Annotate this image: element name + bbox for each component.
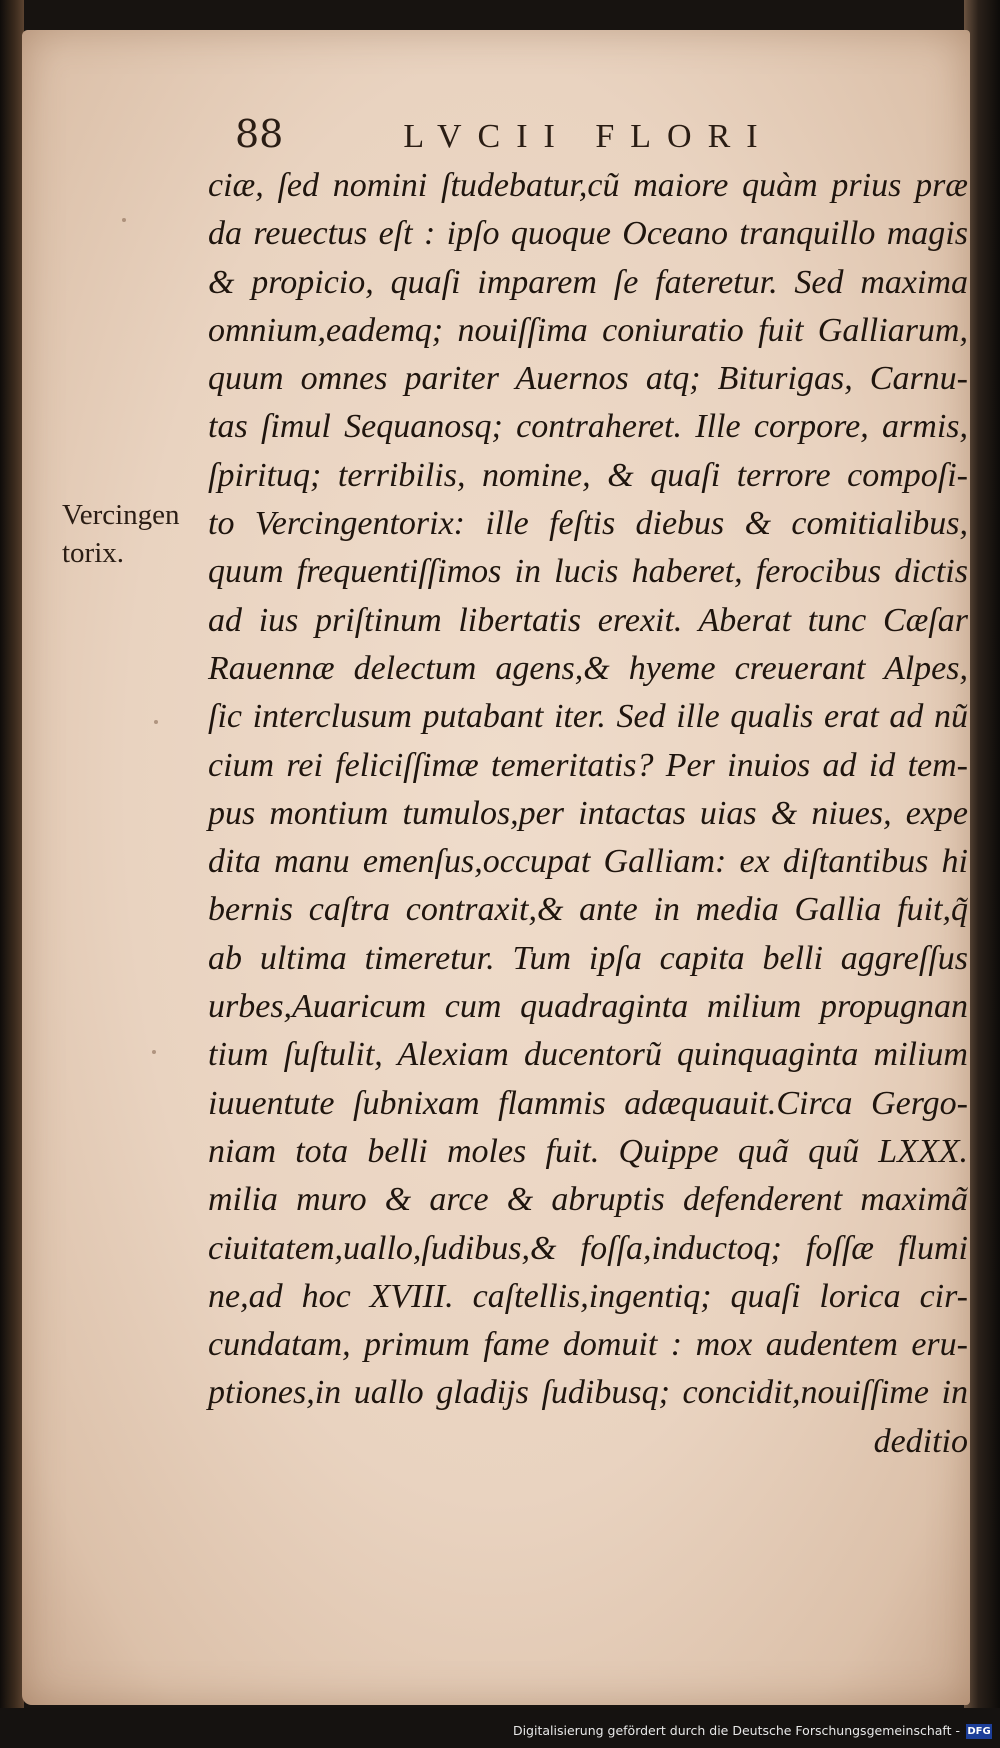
text-line: deditio	[873, 1422, 968, 1460]
text-line: ab ultima timeretur. Tum ipſa capita belli aggreſſus	[208, 939, 968, 977]
text-line: bernis caſtra contraxit,& ante in media Gallia fuit,q̃	[208, 891, 968, 929]
text-line: ptiones,in uallo gladijs ſudibusq; concidit,nouiſſime in	[208, 1374, 968, 1412]
text-line: cium rei feliciſſimæ temeritatis? Per inuios ad id tem-	[208, 746, 968, 784]
dfg-logo: DFG	[967, 1726, 991, 1737]
text-line: Rauennæ delectum agens,& hyeme creuerant Alpes,	[208, 649, 968, 687]
text-line: ſic interclusum putabant iter. Sed ille qualis erat ad nũ	[208, 698, 968, 736]
text-line: iuuentute ſubnixam flammis adæquauit.Circa Gergo-	[208, 1084, 968, 1122]
text-line: ne,ad hoc XVIII. caſtellis,ingentiq; quaſi lorica cir-	[208, 1277, 968, 1315]
text-line: urbes,Auaricum cum quadraginta milium propugnan	[208, 988, 968, 1026]
text-line: omnium,eademq; nouiſſima coniuratio fuit Galliarum,	[208, 311, 968, 349]
text-line: & propicio, quaſi imparem ſe fateretur. Sed maxima	[208, 263, 968, 301]
body-text	[208, 162, 968, 1466]
text-line: ciæ, ſed nomini ſtudebatur,cũ maiore quàm prius præ	[208, 167, 968, 204]
text-line: ad ius priſtinum libertatis erexit. Aberat tunc Cæſar	[208, 601, 968, 639]
running-title: LVCII FLORI	[403, 118, 774, 155]
running-head	[235, 112, 815, 156]
text-line: dita manu emenſus,occupat Galliam: ex diſtantibus hi	[208, 843, 968, 881]
text-line: quum omnes pariter Auernos atq; Biturigas, Carnu-	[208, 360, 968, 398]
text-line: tas ſimul Sequanosq; contraheret. Ille corpore, armis,	[208, 408, 968, 446]
text-line: tium ſuſtulit, Alexiam ducentorũ quinquaginta milium	[208, 1036, 968, 1074]
text-line: ciuitatem,uallo,ſudibus,& foſſa,inductoq; foſſæ flumi	[208, 1229, 968, 1267]
page-number: 88	[235, 112, 284, 156]
text-line: pus montium tumulos,per intactas uias & niues, expe	[208, 794, 968, 832]
marginal-note-line: Vercingen	[62, 499, 180, 531]
digitization-credit: Digitalisierung gefördert durch die Deutsche Forschungsgemeinschaft -	[512, 1723, 960, 1738]
ink-speck	[152, 1050, 156, 1054]
text-line: milia muro & arce & abruptis defenderent maximã	[208, 1181, 968, 1219]
text-line: cundatam, primum fame domuit : mox audentem eru-	[208, 1326, 968, 1364]
text-line: quum frequentiſſimos in lucis haberet, ferocibus dictis	[208, 553, 968, 591]
book-edge-left	[0, 0, 24, 1748]
text-line: niam tota belli moles fuit. Quippe quã quũ LXXX.	[208, 1132, 968, 1170]
marginal-note-line: torix.	[62, 537, 125, 569]
ink-speck	[154, 720, 158, 724]
text-line: ſpirituq; terribilis, nomine, & quaſi terrore compoſi-	[208, 456, 968, 494]
text-line: to Vercingentorix: ille feſtis diebus & comitialibus,	[208, 505, 968, 543]
text-line: da reuectus eſt : ipſo quoque Oceano tranquillo magis	[208, 215, 968, 253]
ink-speck	[122, 218, 126, 222]
marginal-note	[62, 496, 180, 572]
